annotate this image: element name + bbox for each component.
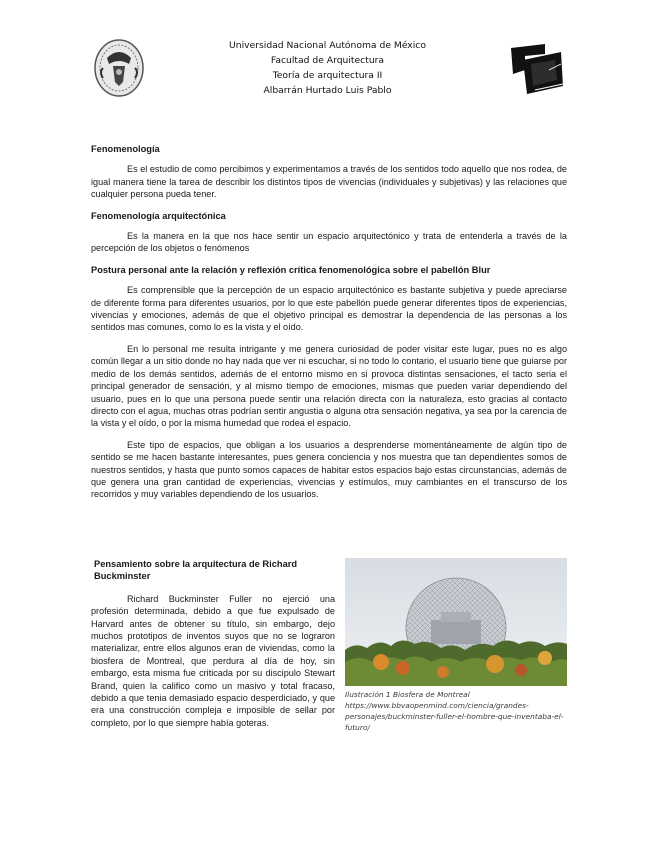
faculty-name: Facultad de Arquitectura: [270, 55, 385, 66]
paragraph-fenomenologia: Es el estudio de como percibimos y experimentamos a través de los sentidos todo aquello que nos rodea, de igual manera tiene la tarea de describir los distintos tipos de vivencias (individuales y subjetivas) y las relaciones que cualquier persona pueda tener.: [91, 164, 567, 200]
biosphere-photo: [345, 558, 567, 686]
author-name: Albarrán Hurtado Luis Pablo: [263, 85, 392, 96]
paragraph-pensamiento: Richard Buckminster Fuller no ejerció una profesión determinada, debido a que fue expulsado de Harvard antes de obtener su título, sin embargo, dejo muchos prototipos de inventos suyos que no se lograron materializar, entre ellos algunos eran de viviendas, como la biosfera de Montreal, que perdura al día de hoy, sin embargo, esta misma fue criticada por su discipulo Stewart Brand, quien la califico como un masivo y total fracaso, debido a que tenia demasiado espacio desperdiciado, y que era una construcción compleja e imposible de sellar por completo, por lo que siempre había goteras.: [91, 593, 335, 728]
section-title-fenomenologia-arquitectonica: Fenomenología arquitectónica: [91, 210, 226, 221]
figure-caption: Ilustración 1 Biosfera de Montreal https://www.bbvaopenmind.com/ciencia/grandes-personajes/buckminster-fuller-el-hombre-que-inventaba-el-futuro/: [345, 690, 564, 732]
section-title-pensamiento: Pensamiento sobre la arquitectura de Richard Buckminster: [94, 559, 298, 582]
section-title-fenomenologia: Fenomenología: [91, 144, 160, 154]
paragraph-postura-1: Es comprensible que la percepción de un espacio arquitectónico es bastante subjetiva y puede apreciarse de diferente forma para diferentes usuarios, por lo que este pabellón puede generar diferentes tipos de experiencias, vivencias y emociones, además de que el objetivo principal es demostrar la dependencia de las personas a los sentidos mas comunes, como lo es la vista y el oído.: [91, 285, 567, 333]
paragraph-fenomenologia-arquitectonica: Es la manera en la que nos hace sentir un espacio arquitectónico y trata de entenderla a través de la percepción de los objetos o fenómenos: [91, 231, 567, 254]
course-name: Teoría de arquitectura II: [272, 70, 383, 81]
main-content: [91, 143, 567, 510]
buckminster-text-column: [91, 558, 335, 738]
facultad-arquitectura-logo-icon: [505, 40, 567, 98]
section-title-postura: Postura personal ante la relación y reflexión crítica fenomenológica sobre el pabellón Blur: [91, 264, 491, 275]
paragraph-postura-2: En lo personal me resulta intrigante y me genera curiosidad de poder visitar este lugar, pues no es algo común llegar a un sitio donde no hay nada que ver ni escuchar, si no todo lo contario, el usuario tiene que guiarse por medio de los demás sentidos, además de el entorno mismo en si provoca distintas sensaciones, el tacto seria el principal generador de sensación, y al mismo tiempo de emociones, mismas que pueden variar dependiendo del usuario, pues en lo que una persona puede sentir una relación directa con la naturaleza, esto gracias al contacto directo con el agua, muchas otras podrían sentir angustia o alguna otra sensación negativa, ya sea por la carencia de la vista y el oído, o por la misma humedad que rodea el espacio.: [91, 343, 567, 429]
paragraph-postura-3: Este tipo de espacios, que obligan a los usuarios a desprenderse momentáneamente de algún tipo de sentido se me hacen bastante interesantes, pues genera conciencia y nos muestra que tan dependientes somos de nuestros sentidos, y hasta que punto somos capaces de habitar estos espacios bajo estas circunstancias, además de que genera una gran cantidad de experiencias, vivencias y estímulos, muy cambiantes en el transcurso de los recorridos y muy variables dependiendo de los usuarios.: [91, 439, 567, 500]
figure-biosfera: [345, 558, 567, 733]
university-name: Universidad Nacional Autónoma de México: [229, 40, 426, 51]
